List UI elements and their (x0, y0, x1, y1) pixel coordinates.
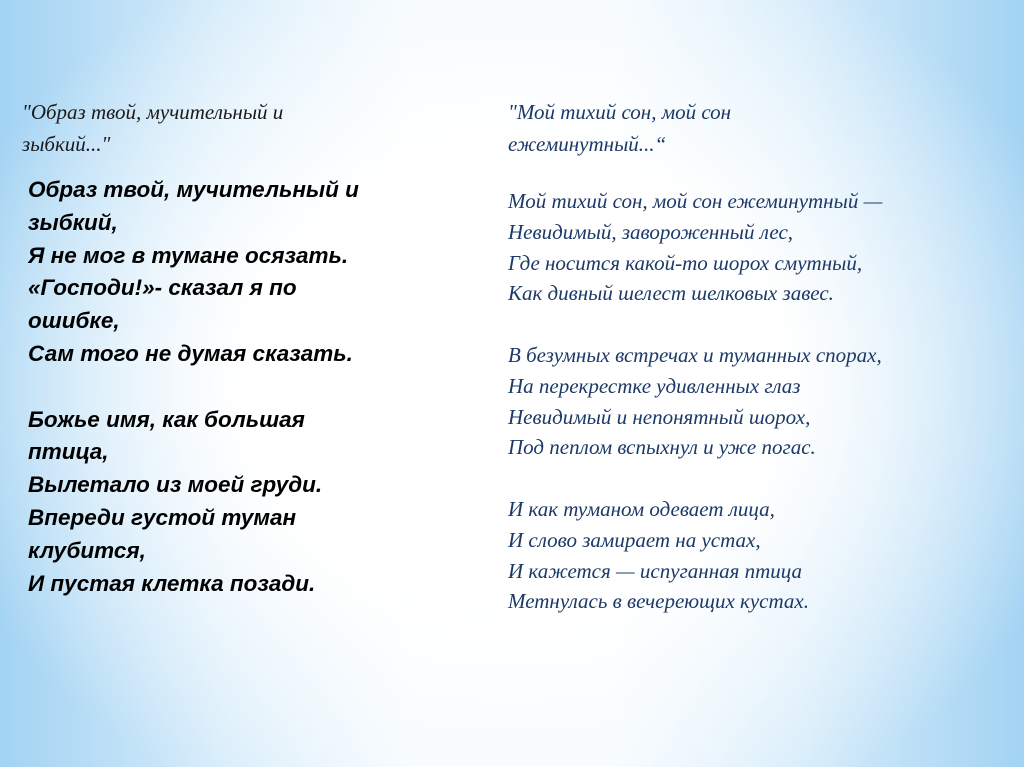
poem-line: Вылетало из моей груди. (28, 472, 323, 498)
poem-line: И как туманом одевает лица, (508, 496, 775, 521)
poem-line: клубится, (28, 537, 146, 563)
right-stanza-2 (508, 340, 1008, 463)
poem-line: Образ твой, мучительный и (28, 177, 359, 202)
poem-line: Невидимый и непонятный шорох, (508, 404, 811, 429)
poem-line: Под пеплом вспыхнул и уже погас. (508, 435, 816, 460)
left-poem-title: "Образ твой, мучительный и зыбкий..." (22, 100, 284, 156)
right-poem (508, 186, 1008, 617)
poem-line: «Господи!»- сказал я по (28, 275, 297, 301)
poem-line: Мой тихий сон, мой сон ежеминутный — (508, 189, 883, 213)
poem-line: Божье имя, как большая (28, 406, 305, 432)
poem-line: В безумных встречах и туманных спорах, (508, 342, 882, 367)
poem-line: Как дивный шелест шелковых завес. (508, 281, 834, 306)
poem-line: Я не мог в тумане осязать. (28, 242, 349, 268)
left-stanza-2 (28, 404, 428, 601)
left-poem (28, 174, 428, 600)
poem-line: Метнулась в вечереющих кустах. (508, 589, 809, 614)
right-poem-title: "Мой тихий сон, мой сон ежеминутный...“ (508, 100, 732, 156)
poem-line: И кажется — испуганная птица (508, 558, 803, 583)
poem-line: И пустая клетка позади. (28, 570, 316, 596)
poem-line: Невидимый, завороженный лес, (508, 219, 794, 244)
poem-line: ошибке, (28, 308, 120, 334)
poem-line: Впереди густой туман (28, 504, 297, 530)
poem-line: Где носится какой-то шорох смутный, (508, 250, 863, 275)
right-stanza-1 (508, 186, 1008, 309)
right-stanza-3 (508, 494, 1008, 617)
poem-line: птица, (28, 439, 109, 465)
poem-line: На перекрестке удивленных глаз (508, 373, 801, 398)
poem-line: зыбкий, (28, 209, 118, 235)
poem-line: Сам того не думая сказать. (28, 340, 353, 366)
left-stanza-1 (28, 174, 428, 371)
poem-line: И слово замирает на устах, (508, 527, 761, 552)
